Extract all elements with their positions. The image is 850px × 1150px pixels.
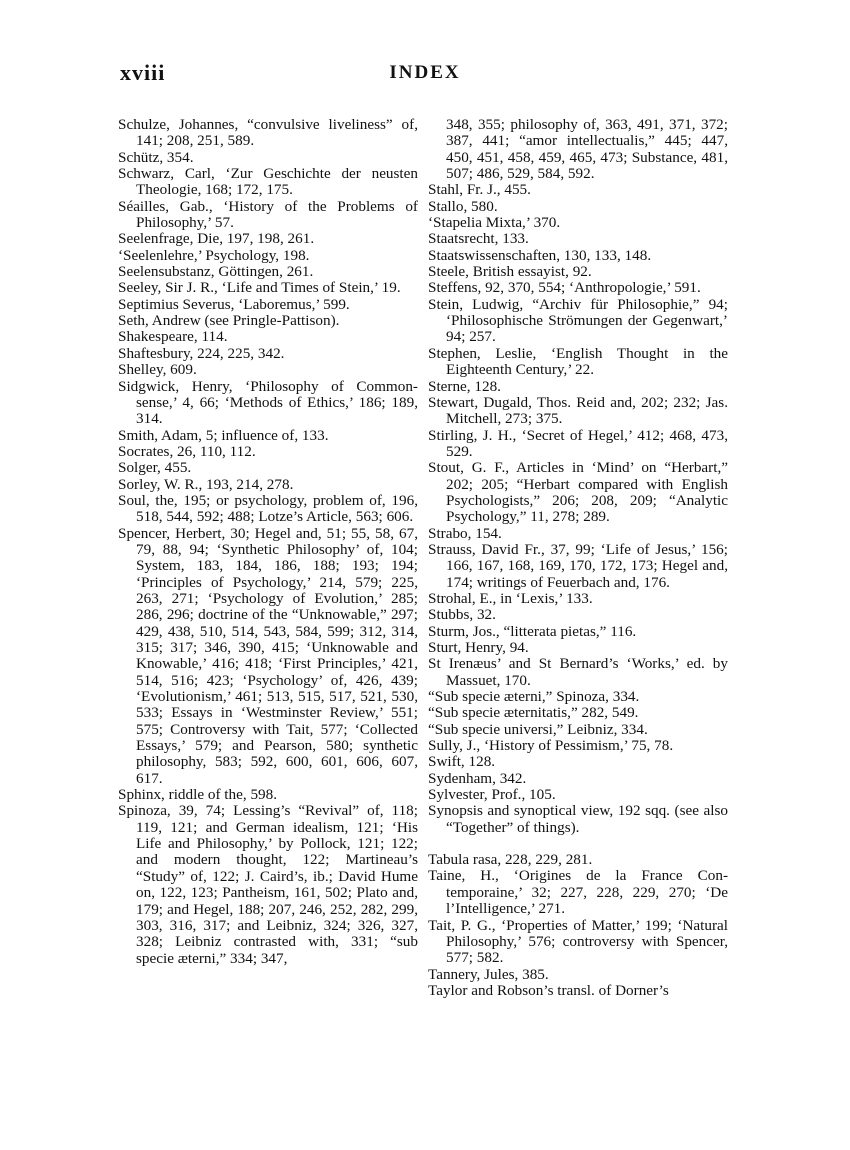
index-entry: Stein, Ludwig, “Archiv für Philosophie,” 94; ‘Philosophische Strömungen der Gegenwart,’ 94; 257. bbox=[428, 295, 728, 346]
index-entry: Socrates, 26, 110, 112. bbox=[118, 442, 256, 460]
index-entry: Shelley, 609. bbox=[118, 361, 197, 379]
index-entry: Schwarz, Carl, ‘Zur Geschichte der neusten Theologie, 168; 172, 175. bbox=[118, 165, 418, 199]
index-entry: Shakespeare, 114. bbox=[118, 328, 228, 346]
index-entry: Shaftesbury, 224, 225, 342. bbox=[118, 344, 285, 362]
index-entry: Staatswissenschaften, 130, 133, 148. bbox=[428, 246, 652, 264]
index-entry: Stout, G. F., Articles in ‘Mind’ on “Herbart,” 202; 205; “Herbart compared with English Psychologists,” 206; 208, 209; “Analytic Psychology,” 11, 278; 289. bbox=[428, 459, 728, 526]
index-entry: ‘Seelenlehre,’ Psychology, 198. bbox=[118, 246, 310, 264]
index-entry: Seelensubstanz, Göttingen, 261. bbox=[118, 263, 314, 281]
index-column-left bbox=[118, 117, 418, 967]
page-title: INDEX bbox=[389, 62, 461, 83]
index-entry: Taine, H., ‘Origines de la France Contemporaine,’ 32; 227, 228, 229, 270; ‘De l’Intelligence,’ 271. bbox=[428, 867, 728, 918]
index-entry: Strabo, 154. bbox=[428, 524, 502, 542]
index-entry: Spencer, Herbert, 30; Hegel and, 51; 55, 58, 67, 79, 88, 94; ‘Synthetic Philosophy’ of, 104; System, 183, 184, 186, 188; 193; 194; ‘Principles of Psychology,’ 214, 579; 225, 263, 271; ‘Psychology of Evolution,’ 285; 286, 296; doctrine of the “Unknowable,” 297; 429, 438, 510, 514, 543, 584, 599; 312, 314, 315; 317; 346, 390, 415; ‘Unknowable and Knowable,’ 416; 418; ‘First Principles,’ 421, 514, 516; 423; ‘Psychology’ of, 426, 439; ‘Evolutionism,’ 461; 513, 515, 517, 521, 530, 533; Essays in ‘Westminster Review,’ 551; 575; Controversy with Tait, 577; ‘Collected Essays,’ 579; and Pearson, 580; synthetic philosophy, 583; 592, 600, 601, 606, 607, 617. bbox=[118, 524, 418, 787]
index-entry: Stewart, Dugald, Thos. Reid and, 202; 232; Jas. Mitchell, 273; 375. bbox=[428, 393, 728, 428]
index-entry: Sturm, Jos., “litterata pietas,” 116. bbox=[428, 622, 637, 640]
index-entry: Stubbs, 32. bbox=[428, 606, 496, 624]
index-entry: Taylor and Robson’s transl. of Dorner’s bbox=[428, 981, 669, 999]
index-entry: “Sub specie æternitatis,” 282, 549. bbox=[428, 704, 639, 722]
index-entry: Sphinx, riddle of the, 598. bbox=[118, 786, 278, 804]
index-entry: Sturt, Henry, 94. bbox=[428, 639, 529, 656]
index-entry: Sylvester, Prof., 105. bbox=[428, 786, 556, 804]
index-entry-continued: 348, 355; philosophy of, 363, 491, 371, 372; 387, 441; “amor intellectualis,” 445; 447, 450, 451, 458, 459, 465, 473; Substance, 481, 507; 486, 529, 584, 592. bbox=[446, 116, 728, 183]
index-entry: Seth, Andrew (see Pringle-Pattison). bbox=[118, 312, 340, 330]
index-entry: Stephen, Leslie, ‘English Thought in the Eighteenth Century,’ 22. bbox=[428, 344, 728, 379]
index-entry: Sully, J., ‘History of Pessimism,’ 75, 78. bbox=[428, 737, 674, 755]
index-entry: Stallo, 580. bbox=[428, 197, 498, 215]
index-entry: Schütz, 354. bbox=[118, 148, 194, 166]
index-entry: Stahl, Fr. J., 455. bbox=[428, 181, 531, 199]
index-entry: “Sub specie æterni,” Spinoza, 334. bbox=[428, 688, 640, 706]
index-entry: Stirling, J. H., ‘Secret of Hegel,’ 412; 468, 473, 529. bbox=[428, 426, 728, 460]
index-entry: Solger, 455. bbox=[118, 459, 192, 477]
index-entry: Séailles, Gab., ‘History of the Problems of Philosophy,’ 57. bbox=[118, 197, 418, 232]
index-entry: Sydenham, 342. bbox=[428, 769, 527, 787]
index-entry: Synopsis and synoptical view, 192 sqq. (see also “Together” of things). bbox=[428, 802, 728, 836]
index-entry: Seelenfrage, Die, 197, 198, 261. bbox=[118, 230, 315, 248]
index-entry: Sidgwick, Henry, ‘Philosophy of Common-sense,’ 4, 66; ‘Methods of Ethics,’ 186; 189, 314. bbox=[118, 377, 418, 428]
index-entry: Tait, P. G., ‘Properties of Matter,’ 199; ‘Natural Philosophy,’ 576; controversy with Spencer, 577; 582. bbox=[428, 916, 728, 967]
index-entry: Swift, 128. bbox=[428, 753, 496, 771]
page-number: xviii bbox=[120, 60, 166, 85]
index-entry: Strohal, E., in ‘Lexis,’ 133. bbox=[428, 589, 593, 607]
index-entry: Strauss, David Fr., 37, 99; ‘Life of Jesus,’ 156; 166, 167, 168, 169, 170, 172, 173; Hegel and, 174; writings of Feuerbach and, 176. bbox=[428, 540, 728, 591]
index-entry: Sorley, W. R., 193, 214, 278. bbox=[118, 475, 294, 493]
index-entry: Septimius Severus, ‘Laboremus,’ 599. bbox=[118, 295, 350, 313]
index-entry: Tabula rasa, 228, 229, 281. bbox=[428, 851, 593, 869]
index-column-right bbox=[428, 117, 728, 999]
index-entry: Steffens, 92, 370, 554; ‘Anthropologie,’ 591. bbox=[428, 279, 701, 297]
index-entry: Sterne, 128. bbox=[428, 377, 501, 395]
index-entry: Steele, British essayist, 92. bbox=[428, 263, 592, 281]
index-entry: Seeley, Sir J. R., ‘Life and Times of Stein,’ 19. bbox=[118, 279, 401, 297]
index-entry: Soul, the, 195; or psychology, problem of, 196, 518, 544, 592; 488; Lotze’s Article, 563; 606. bbox=[118, 491, 418, 526]
index-entry: ‘Stapelia Mixta,’ 370. bbox=[428, 214, 561, 232]
index-entry: Spinoza, 39, 74; Lessing’s “Revival” of, 118; 119, 121; and German idealism, 121; ‘His Life and Philosophy,’ by Pollock, 121; 122; and modern thought, 122; Martineau’s “Study” of, 122; J. Caird’s, ib.; David Hume on, 122, 123; Pantheism, 161, 502; Plato and, 179; and Hegel, 188; 207, 246, 252, 282, 299, 303, 316, 317; and Leibniz, 324; 326, 327, 328; Leibniz contrasted with, 331; “sub specie æterni,” 334; 347, bbox=[118, 802, 418, 967]
index-entry: Tannery, Jules, 385. bbox=[428, 965, 549, 983]
index-entry: “Sub specie universi,” Leibniz, 334. bbox=[428, 720, 648, 738]
index-entry: Staatsrecht, 133. bbox=[428, 230, 529, 248]
index-entry: St Irenæus’ and St Bernard’s ‘Works,’ ed. by Massuet, 170. bbox=[428, 655, 728, 689]
index-entry: Smith, Adam, 5; influence of, 133. bbox=[118, 426, 329, 444]
index-entry: Schulze, Johannes, “convulsive liveliness” of, 141; 208, 251, 589. bbox=[118, 116, 418, 150]
